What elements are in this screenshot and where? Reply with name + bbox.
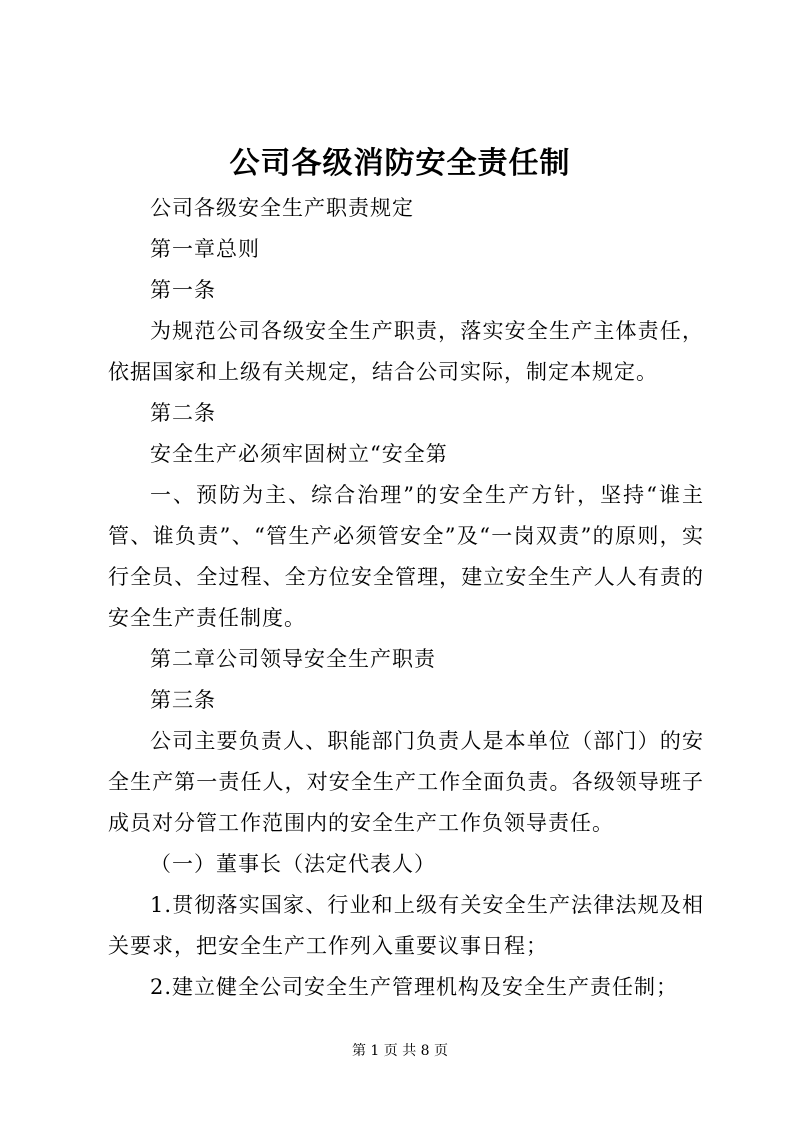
paragraph-section-chairman: （一）董事长（法定代表人） xyxy=(150,852,436,876)
paragraph-article-2-body-b: 一、预防为主、综合治理”的安全生产方针，坚持“谁主管、谁负责”、“管生产必须管安全”及“一岗双责”的原则，实行全员、全过程、全方位安全管理，建立安全生产人人有责的安全生产责任制度。 xyxy=(108,483,704,630)
paragraph-chapter-2: 第二章公司领导安全生产职责 xyxy=(150,647,436,671)
paragraph-article-2: 第二条 xyxy=(150,401,216,425)
paragraph-article-1-body: 为规范公司各级安全生产职责，落实安全生产主体责任，依据国家和上级有关规定，结合公司实际，制定本规定。 xyxy=(108,319,704,384)
document-title: 公司各级消防安全责任制 xyxy=(229,146,571,181)
paragraph-article-1: 第一条 xyxy=(150,278,216,302)
paragraph-subtitle: 公司各级安全生产职责规定 xyxy=(150,196,414,220)
paragraph-item-1: 1.贯彻落实国家、行业和上级有关安全生产法律法规及相关要求，把安全生产工作列入重要议事日程； xyxy=(108,893,704,958)
paragraph-article-2-body-a: 安全生产必须牢固树立“安全第 xyxy=(150,442,448,466)
document-body xyxy=(108,188,704,1008)
page-footer: 第 1 页 共 8 页 xyxy=(351,1043,449,1059)
paragraph-article-3-body: 公司主要负责人、职能部门负责人是本单位（部门）的安全生产第一责任人，对安全生产工作全面负责。各级领导班子成员对分管工作范围内的安全生产工作负领导责任。 xyxy=(108,729,704,835)
paragraph-item-2: 2.建立健全公司安全生产管理机构及安全生产责任制； xyxy=(150,975,679,999)
paragraph-article-3: 第三条 xyxy=(150,688,216,712)
paragraph-chapter-1: 第一章总则 xyxy=(150,237,260,261)
